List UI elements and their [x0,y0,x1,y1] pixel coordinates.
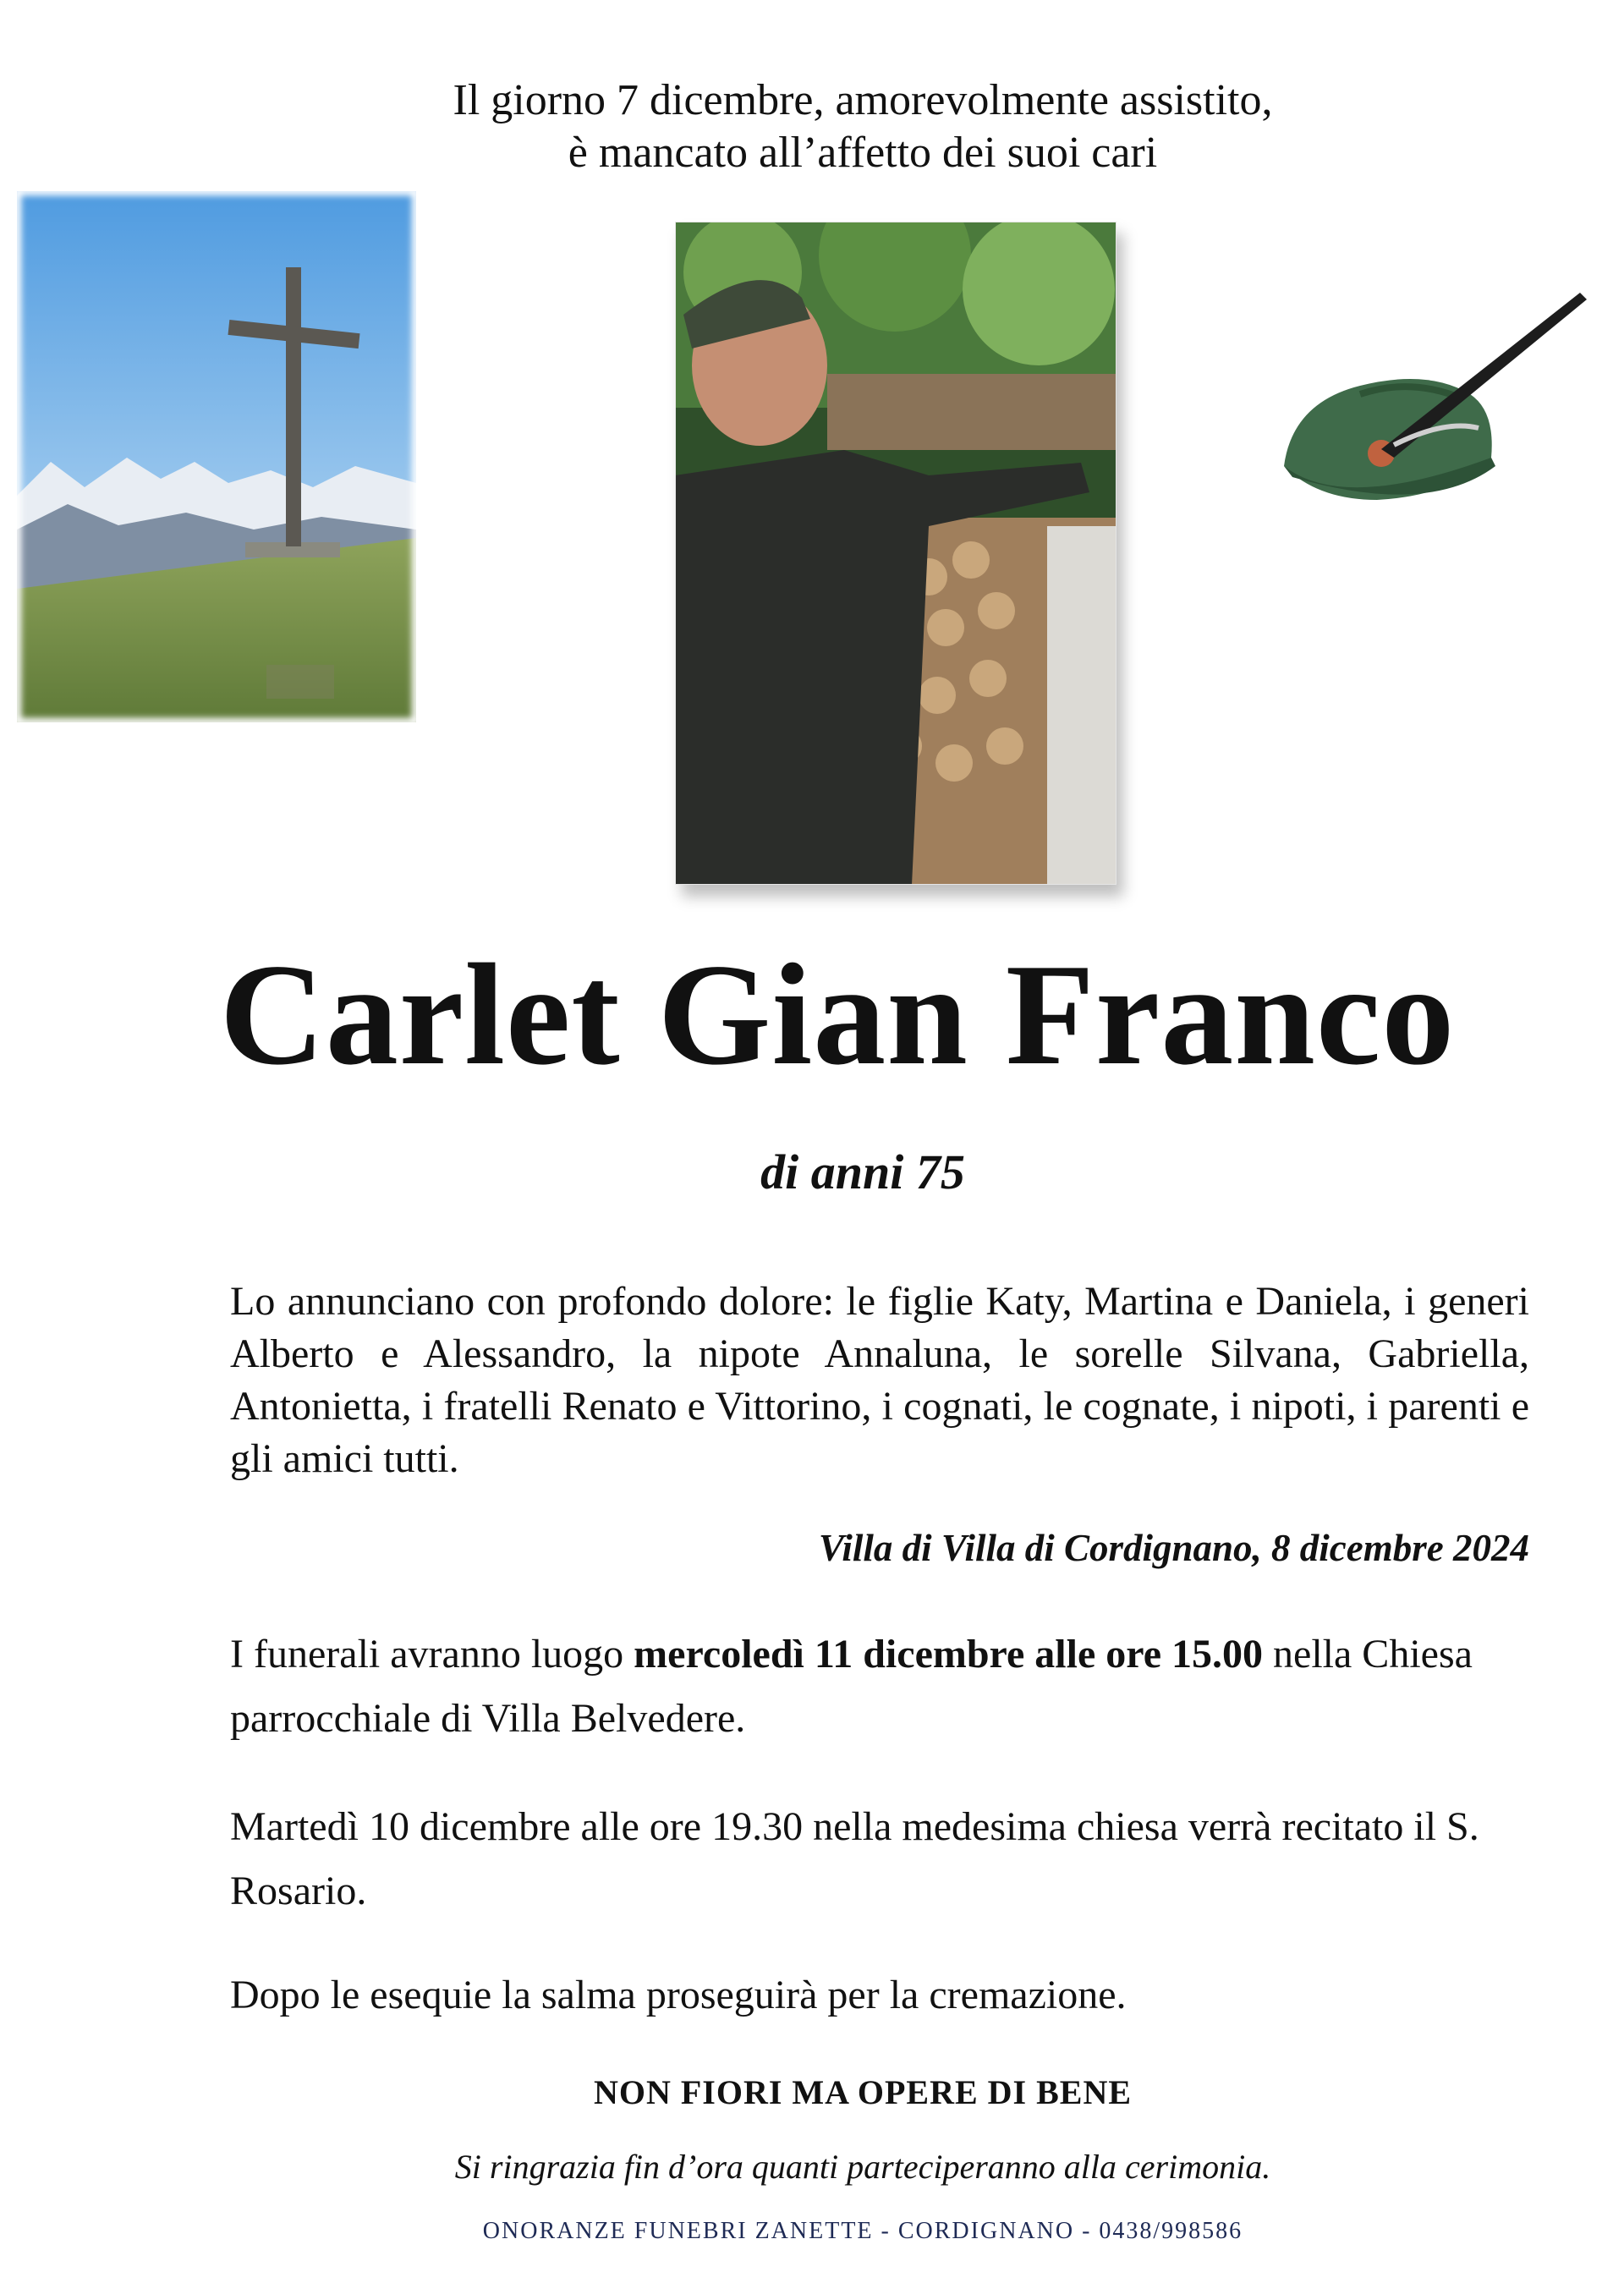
funeral-suffix: nella Chiesa parrocchiale di Villa Belvedere. [230,1632,1473,1741]
alpine-hat-icon [1259,284,1597,538]
place-date: Villa di Villa di Cordignano, 8 dicembre 2024 [818,1527,1529,1569]
funeral-datetime: mercoledì 11 dicembre alle ore 15.00 [634,1632,1264,1677]
portrait-photo [675,222,1116,885]
age-text: di anni 75 [760,1144,965,1199]
deceased-name: Carlet Gian Franco [219,935,1456,1095]
intro-line-1: Il giorno 7 dicembre, amorevolmente assistito, [453,76,1273,124]
mountain-cross-photo [17,191,416,722]
intro-text [0,74,1624,179]
funeral-home-footer: ONORANZE FUNEBRI ZANETTE - CORDIGNANO - 0438/998586 [482,2218,1243,2244]
funeral-prefix: I funerali avranno luogo [230,1632,634,1677]
thanks-note: Si ringrazia fin d’ora quanti parteciperanno alla cerimonia. [454,2148,1271,2186]
family-announcement: Lo annunciano con profondo dolore: le figlie Katy, Martina e Daniela, i generi Alberto e Alessandro, la nipote Annaluna, le sorelle Silvana, Gabriella, Antonietta, i fratelli Renato e Vittorino, i cognati, le cognate, i nipoti, i parenti e gli amici tutti. [230,1279,1529,1481]
funeral-info [230,1622,1555,1751]
cremation-info: Dopo le esequie la salma proseguirà per la cremazione. [230,1973,1127,2017]
intro-line-2: è mancato all’affetto dei suoi cari [568,129,1158,177]
rosary-info: Martedì 10 dicembre alle ore 19.30 nella medesima chiesa verrà recitato il S. Rosario. [230,1804,1479,1913]
no-flowers-note: NON FIORI MA OPERE DI BENE [593,2073,1133,2111]
